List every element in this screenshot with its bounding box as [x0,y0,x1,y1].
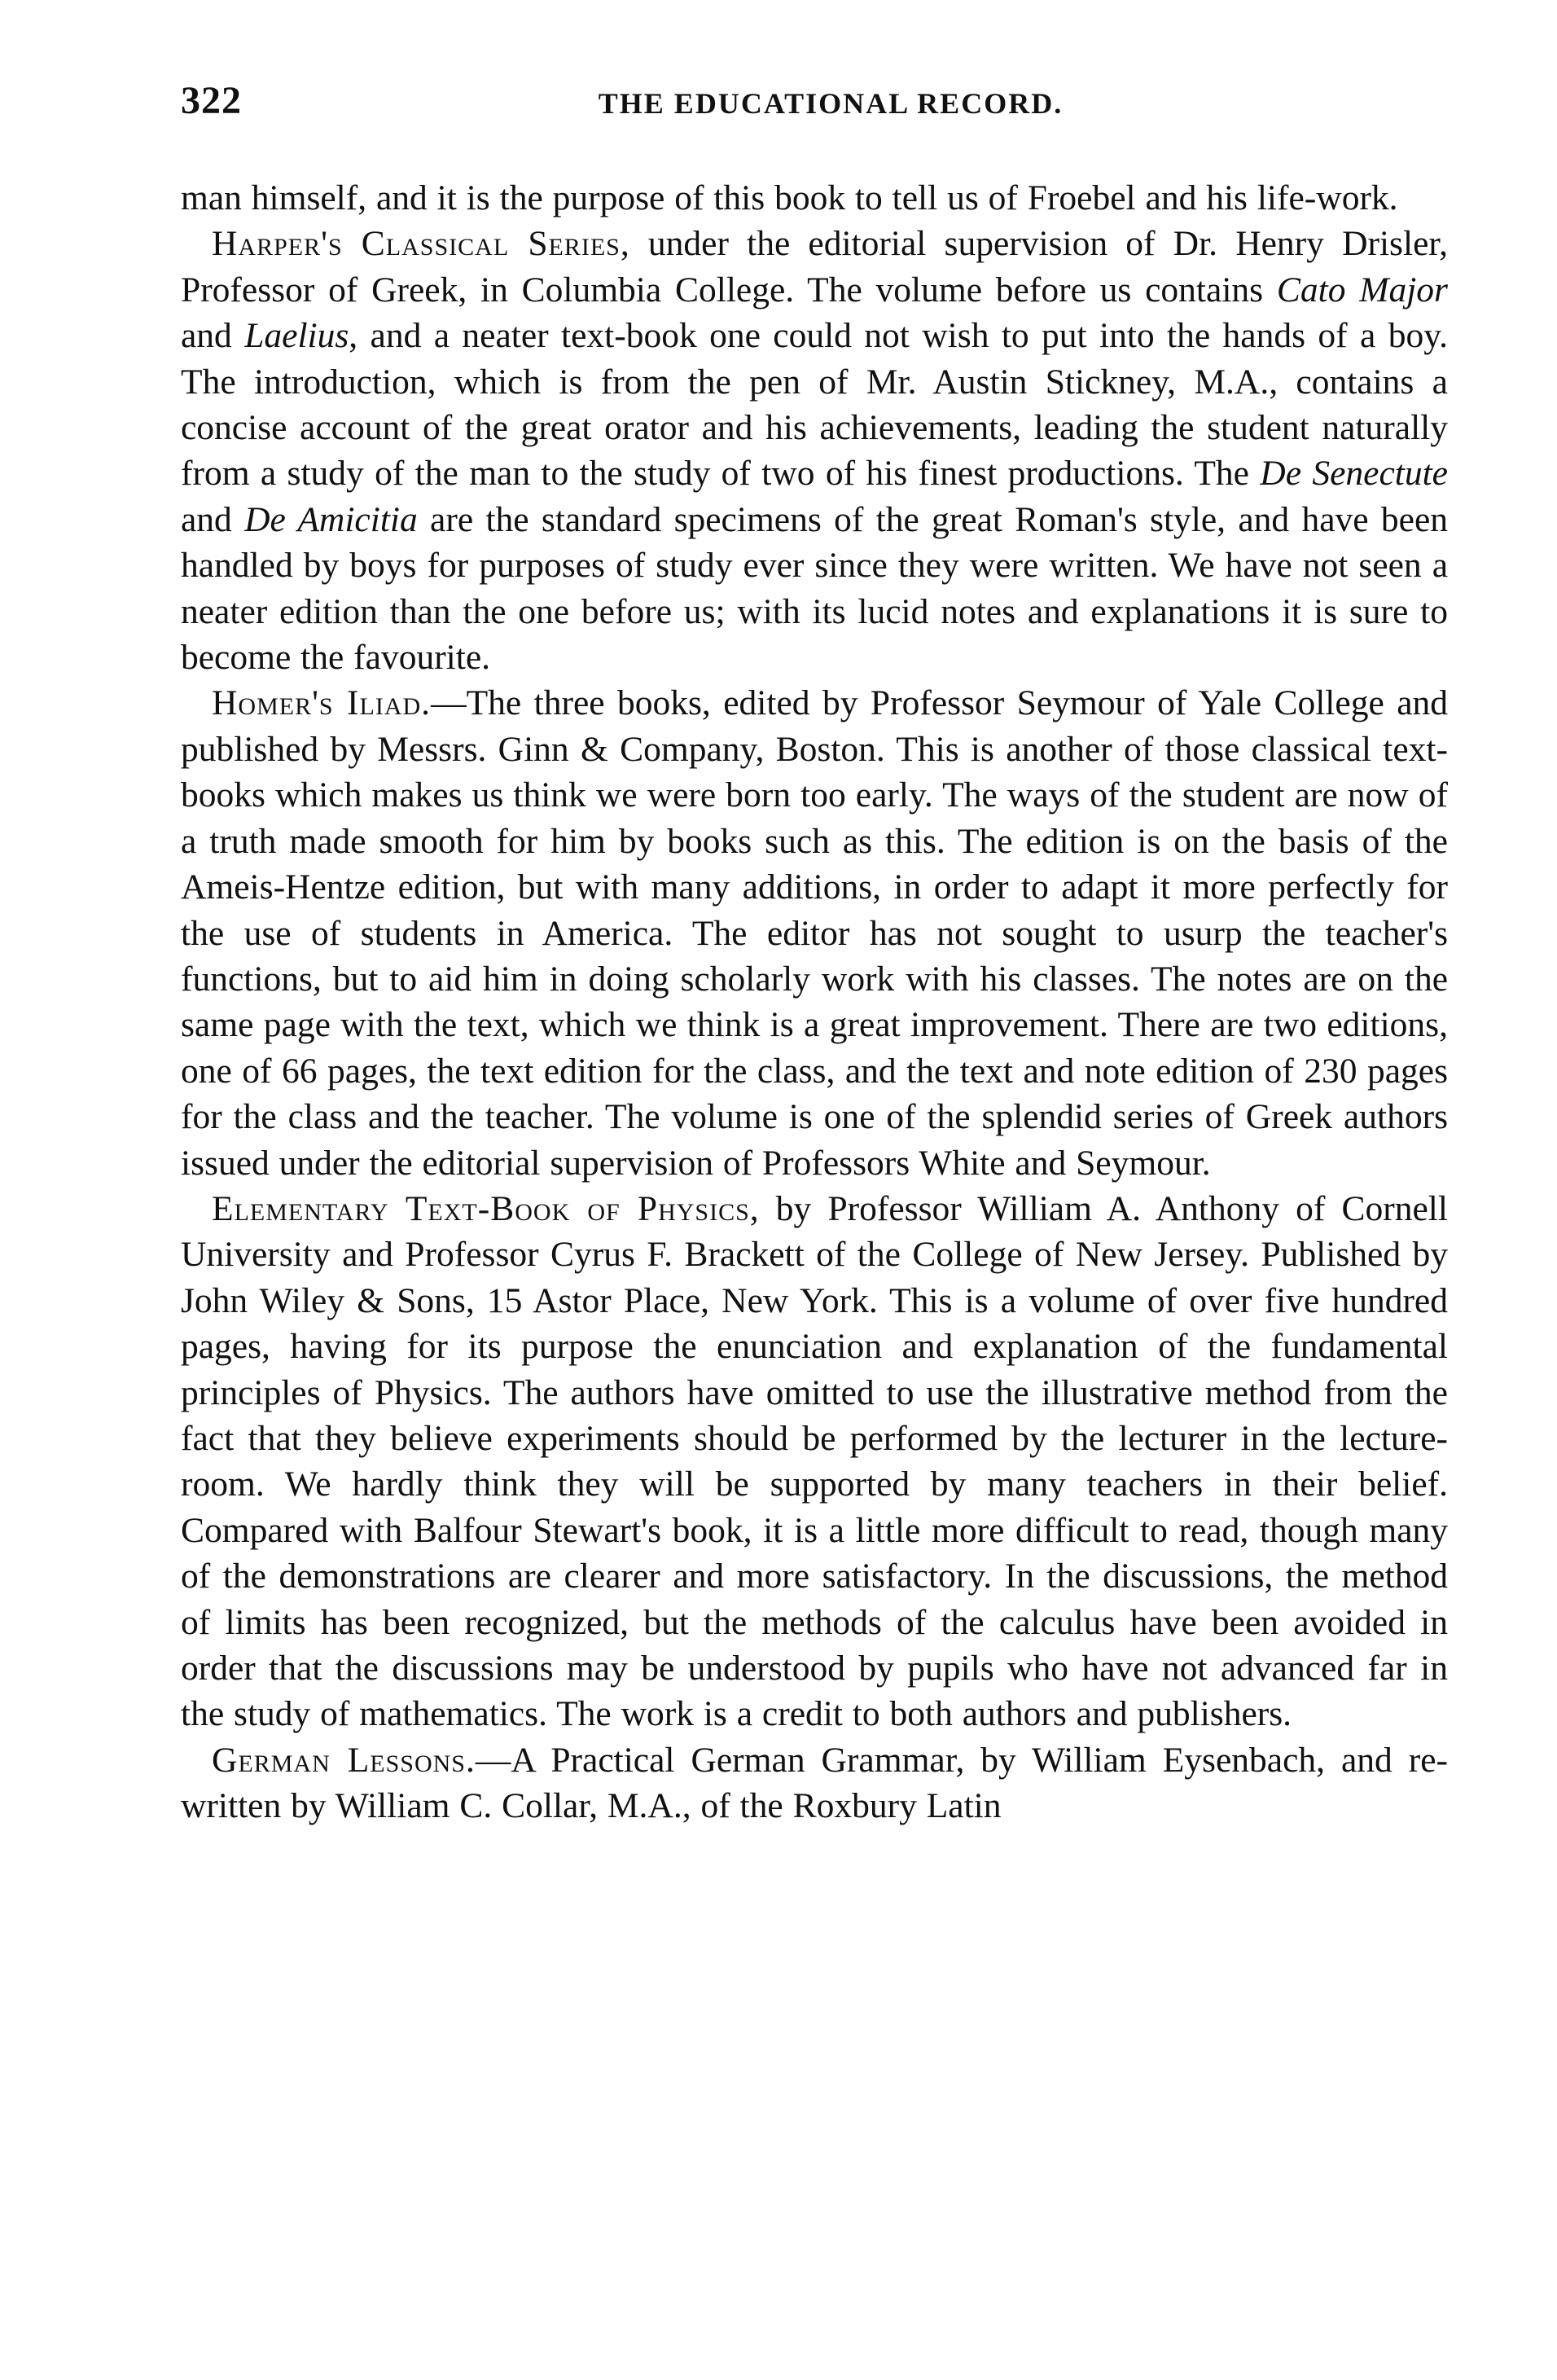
continuation-text: man himself, and it is the purpose of this book to tell us of Froebel and his life-work. [181,178,1398,217]
page-number: 322 [181,79,242,122]
review-text: —A Practical German Grammar, by William Eysenbach, and re-written by William C. Collar, M.A., of the Roxbury Latin [181,1740,1448,1826]
review-heading: German Lessons. [212,1740,476,1780]
review-text: under the editorial supervision of Dr. Henry Drisler, Professor of Greek, in Columbia College. The volume before us contains [181,224,1448,310]
book-title: Cato Major [1276,270,1448,310]
review-heading: Homer's Iliad. [212,683,432,723]
review-heading: Elementary Text-Book of Physics, [212,1188,760,1228]
paragraph-continuation [181,175,1448,221]
review-text: and [181,316,245,356]
review-text: —The three books, edited by Professor Seymour of Yale College and published by Messrs. Ginn & Company, Boston. This is another of those classical text-books which makes us think we were born too early. The ways of the student are now of a truth made smooth for him by books such as this. The edition is on the basis of the Ameis-Hentze edition, but with many additions, in order to adapt it more perfectly for the use of students in America. The editor has not sought to usurp the teacher's functions, but to aid him in doing scholarly work with his classes. The notes are on the same page with the text, which we think is a great improvement. There are two editions, one of 66 pages, the text edition for the class, and the text and note edition of 230 pages for the class and the teacher. The volume is one of the splendid series of Greek authors issued under the editorial supervision of Professors White and Seymour. [181,683,1448,1183]
review-text: , and a neater text-book one could not wish to put into the hands of a boy. The introduction, which is from the pen of Mr. Austin Stickney, M.A., contains a concise account of the great orator and his achievements, leading the student naturally from a study of the man to the study of two of his finest productions. The [181,316,1448,494]
body-text [181,175,1448,1829]
book-title: De Amicitia [244,499,418,539]
review-text: are the standard specimens of the great Roman's style, and have been handled by boys for purposes of study ever since they were written. We have not seen a neater edition than the one before us; with its lucid notes and explanations it is sure to become the favourite. [181,499,1448,678]
book-title: Laelius [244,316,349,356]
review-text: and [181,499,245,539]
review-heading: Harper's Classical Series, [212,224,630,264]
review-harpers-classical-series [181,221,1448,680]
running-head [181,78,1448,143]
running-title: THE EDUCATIONAL RECORD. [598,87,1064,120]
review-homers-iliad [181,680,1448,1185]
review-german-lessons [181,1737,1448,1829]
book-title: De Senectute [1260,454,1448,494]
review-elementary-physics [181,1186,1448,1737]
review-text: by Professor William A. Anthony of Cornell University and Professor Cyrus F. Brackett of the College of New Jersey. Published by John Wiley & Sons, 15 Astor Place, New York. This is a volume of over five hundred pages, having for its purpose the enunciation and explanation of the fundamental principles of Physics. The authors have omitted to use the illustrative method from the fact that they believe experiments should be performed by the lecturer in the lecture-room. We hardly think they will be supported by many teachers in their belief. Compared with Balfour Stewart's book, it is a little more difficult to read, though many of the demonstrations are clearer and more satisfactory. In the discussions, the method of limits has been recognized, but the methods of the calculus have been avoided in order that the discussions may be understood by pupils who have not advanced far in the study of mathematics. The work is a credit to both authors and publishers. [181,1188,1448,1734]
